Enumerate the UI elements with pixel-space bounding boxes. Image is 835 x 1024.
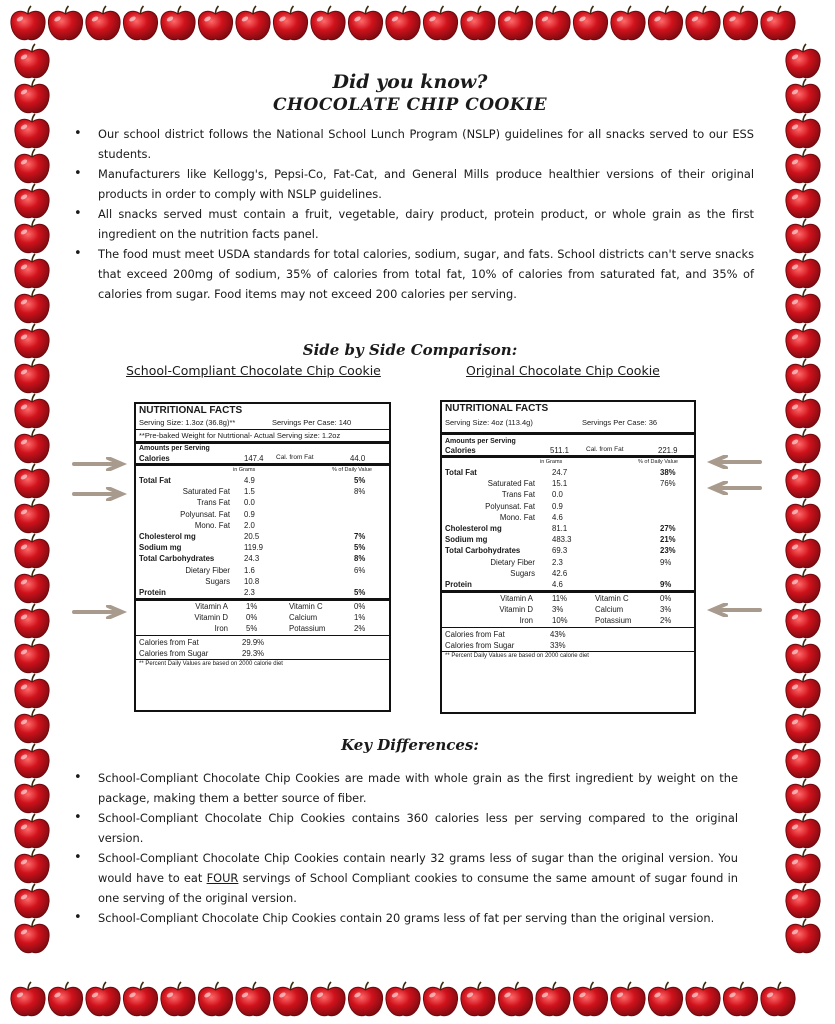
right-arrow-icon xyxy=(72,605,130,619)
vitamin-name: Vitamin D xyxy=(499,605,533,615)
nutrient-name: Total Carbohydrates xyxy=(445,546,521,556)
servings-per-case: Servings Per Case: 36 xyxy=(582,418,658,427)
nutrient-daily-value: 5% xyxy=(354,587,366,597)
apple-icon xyxy=(786,499,820,533)
nutrient-rows xyxy=(442,467,694,590)
vitamin-value: 10% xyxy=(552,616,568,626)
apple-icon xyxy=(15,919,49,953)
nutrient-row xyxy=(442,467,694,478)
vitamin-row xyxy=(442,593,694,604)
nutrient-daily-value: 38% xyxy=(660,468,676,477)
nutrient-row xyxy=(442,501,694,512)
apple-icon xyxy=(86,982,120,1016)
left-arrow-icon xyxy=(704,455,762,469)
cal-from-sugar-value: 29.3% xyxy=(242,648,265,658)
vitamin-value: 5% xyxy=(246,624,258,634)
list-item xyxy=(74,848,738,908)
calorie-percent-block xyxy=(442,627,694,651)
nutrient-grams: 4.6 xyxy=(552,512,563,522)
apple-icon xyxy=(15,499,49,533)
nutrient-row xyxy=(136,509,389,520)
nutrient-name: Saturated Fat xyxy=(182,487,230,497)
apple-icon xyxy=(461,6,495,40)
apple-icon xyxy=(786,149,820,183)
apple-icon xyxy=(161,6,195,40)
apple-icon xyxy=(648,982,682,1016)
apple-icon xyxy=(686,6,720,40)
nutrient-row xyxy=(442,579,694,590)
nutrient-grams: 81.1 xyxy=(552,523,568,533)
cal-fat-label: Cal. from Fat xyxy=(276,454,314,461)
apple-icon xyxy=(15,359,49,393)
label-footnote: ** Percent Daily Values are based on 2000 calorie diet xyxy=(136,659,389,668)
apple-icon xyxy=(48,6,82,40)
nutrient-row xyxy=(136,497,389,508)
nutrient-grams: 20.5 xyxy=(244,531,260,541)
apple-icon xyxy=(198,982,232,1016)
cal-from-fat-label: Calories from Fat xyxy=(445,629,505,639)
label-header: NUTRITIONAL FACTS xyxy=(139,405,243,416)
nutrient-daily-value: 23% xyxy=(660,546,676,556)
nutrient-row xyxy=(136,587,389,598)
amounts-per-serving: Amounts per Serving xyxy=(139,445,210,452)
apple-icon xyxy=(123,982,157,1016)
apple-icon xyxy=(761,6,795,40)
vitamin-name: Iron xyxy=(214,624,228,634)
nutrient-name: Protein xyxy=(445,579,472,589)
apple-icon xyxy=(15,44,49,78)
apple-icon xyxy=(573,982,607,1016)
nutrient-daily-value: 8% xyxy=(354,487,366,497)
school-nutrition-label xyxy=(134,402,391,712)
apple-icon xyxy=(786,744,820,778)
apple-icon xyxy=(786,709,820,743)
intro-bullet-list xyxy=(74,124,754,304)
list-item: • School-Compliant Chocolate Chip Cookies are made with whole grain as the first ingredient by weight on the package, making them a better source of fiber. xyxy=(74,768,738,808)
apple-icon xyxy=(761,982,795,1016)
original-nutrition-label xyxy=(440,400,696,714)
nutrient-daily-value: 21% xyxy=(660,535,676,545)
nutrient-row xyxy=(442,489,694,500)
nutrient-grams: 0.0 xyxy=(244,498,255,508)
serving-line xyxy=(442,415,694,435)
original-cookie-title: Original Chocolate Chip Cookie xyxy=(466,363,660,378)
nutrient-row xyxy=(136,531,389,542)
label-header: NUTRITIONAL FACTS xyxy=(445,403,549,414)
vitamin-row xyxy=(136,612,389,623)
serving-note: **Pre-baked Weight for Nutrtional- Actual Serving size: 1.2oz xyxy=(136,430,389,444)
apple-icon xyxy=(423,6,457,40)
nutrient-grams: 0.9 xyxy=(552,501,563,511)
apple-icon xyxy=(15,254,49,288)
apple-icon xyxy=(311,982,345,1016)
emphasis-four: FOUR xyxy=(206,871,239,885)
calories-row xyxy=(442,445,694,458)
amounts-per-serving: Amounts per Serving xyxy=(445,438,516,445)
apple-icon xyxy=(786,849,820,883)
apple-icon xyxy=(536,982,570,1016)
nutrient-grams: 24.7 xyxy=(552,468,568,477)
vitamin-name: Vitamin C xyxy=(289,602,323,612)
bullet3-start: School-Compliant Chocolate Chip Cookies contain nearly 32 grams less of sugar than the original version. You would have to eat xyxy=(98,851,738,885)
page-title: Did you know? xyxy=(332,71,488,93)
apple-icon xyxy=(15,569,49,603)
apple-icon xyxy=(723,982,757,1016)
nutrient-name: Mono. Fat xyxy=(194,520,230,530)
apple-icon xyxy=(15,149,49,183)
vitamin-row xyxy=(442,615,694,626)
vitamin-rows xyxy=(136,598,389,635)
apple-icon xyxy=(273,982,307,1016)
apple-icon xyxy=(786,44,820,78)
apple-icon xyxy=(15,79,49,113)
vitamin-value: 1% xyxy=(246,602,258,612)
nutrient-name: Dietary Fiber xyxy=(185,565,230,575)
nutrient-name: Sodium mg xyxy=(445,535,488,545)
apple-icon xyxy=(15,184,49,218)
list-item: • All snacks served must contain a fruit, vegetable, dairy product, protein product, or whole grain as the first ingredient on the nutrition facts panel. xyxy=(74,204,754,244)
vitamin-name: Vitamin D xyxy=(194,613,228,623)
apple-icon xyxy=(15,709,49,743)
nutrient-grams: 4.6 xyxy=(552,579,563,589)
apple-icon xyxy=(461,982,495,1016)
calories-value: 147.4 xyxy=(244,454,264,463)
list-item: • Manufacturers like Kellogg's, Pepsi-Co, Fat-Cat, and General Mills produce healthier versions of their original products in order to comply with NSLP guidelines. xyxy=(74,164,754,204)
nutrient-grams: 4.9 xyxy=(244,476,255,485)
vitamin-value: 0% xyxy=(354,602,366,612)
daily-value-head: % of Daily Value xyxy=(332,467,372,473)
vitamin-name: Calcium xyxy=(289,613,318,623)
vitamin-value: 11% xyxy=(552,594,568,604)
vitamin-value: 2% xyxy=(660,616,672,626)
nutrient-daily-value: 9% xyxy=(660,557,672,567)
vitamin-value: 2% xyxy=(354,624,366,634)
apple-icon xyxy=(15,814,49,848)
right-arrow-icon xyxy=(72,487,130,501)
nutrient-row xyxy=(136,542,389,553)
apple-icon xyxy=(15,219,49,253)
nutrient-name: Total Carbohydrates xyxy=(139,554,215,564)
serving-size: Serving Size: 1.3oz (36.8g)** xyxy=(139,418,236,427)
vitamin-name: Potassium xyxy=(289,624,326,634)
nutrient-daily-value: 6% xyxy=(354,565,366,575)
key-differences-heading: Key Differences: xyxy=(341,736,479,754)
apple-icon xyxy=(86,6,120,40)
right-arrow-icon xyxy=(72,457,130,471)
vitamin-value: 3% xyxy=(552,605,564,615)
left-arrow-icon xyxy=(704,481,762,495)
apple-icon xyxy=(273,6,307,40)
apple-icon xyxy=(236,982,270,1016)
calorie-percent-block xyxy=(136,635,389,659)
apple-icon xyxy=(648,6,682,40)
nutrient-name: Total Fat xyxy=(139,476,171,485)
nutrient-name: Protein xyxy=(139,587,166,597)
nutrient-row xyxy=(442,557,694,568)
nutrient-name: Sodium mg xyxy=(139,543,182,553)
apple-icon xyxy=(786,219,820,253)
apple-icon xyxy=(15,534,49,568)
nutrient-name: Cholesterol mg xyxy=(445,523,502,533)
serving-size: Serving Size: 4oz (113.4g) xyxy=(445,418,533,427)
comparison-heading: Side by Side Comparison: xyxy=(302,341,518,359)
apple-icon xyxy=(348,982,382,1016)
vitamin-value: 3% xyxy=(660,605,672,615)
nutrient-grams: 2.3 xyxy=(244,587,255,597)
cal-from-fat-label: Calories from Fat xyxy=(139,637,199,647)
nutrient-name: Trans Fat xyxy=(196,498,230,508)
nutrient-name: Mono. Fat xyxy=(499,512,535,522)
apple-icon xyxy=(786,289,820,323)
cal-fat-value: 221.9 xyxy=(658,446,678,455)
apple-icon xyxy=(786,674,820,708)
vitamin-value: 1% xyxy=(354,613,366,623)
nutrient-daily-value: 7% xyxy=(354,531,366,541)
nutrient-daily-value: 5% xyxy=(354,476,366,485)
nutrient-daily-value: 8% xyxy=(354,554,366,564)
nutrient-row xyxy=(136,565,389,576)
nutrient-grams: 69.3 xyxy=(552,546,568,556)
vitamin-row xyxy=(442,604,694,615)
key-differences-list xyxy=(74,768,738,928)
school-cookie-title: School-Compliant Chocolate Chip Cookie xyxy=(126,363,381,378)
apple-icon xyxy=(573,6,607,40)
daily-value-head: % of Daily Value xyxy=(638,459,678,465)
nutrient-name: Polyunsat. Fat xyxy=(180,509,230,519)
apple-icon xyxy=(15,604,49,638)
apple-icon xyxy=(498,6,532,40)
cal-from-fat-row xyxy=(136,637,389,648)
apple-icon xyxy=(786,534,820,568)
nutrient-daily-value: 27% xyxy=(660,523,676,533)
apple-icon xyxy=(15,429,49,463)
apple-icon xyxy=(161,982,195,1016)
apple-icon xyxy=(15,464,49,498)
apple-icon xyxy=(15,849,49,883)
column-heads xyxy=(136,466,389,475)
apple-icon xyxy=(786,639,820,673)
nutrient-grams: 0.9 xyxy=(244,509,255,519)
apple-icon xyxy=(786,569,820,603)
apple-icon xyxy=(311,6,345,40)
calories-value: 511.1 xyxy=(550,446,569,455)
apple-icon xyxy=(686,982,720,1016)
nutrient-name: Trans Fat xyxy=(501,490,535,500)
nutrient-name: Cholesterol mg xyxy=(139,531,196,541)
apple-icon xyxy=(786,394,820,428)
calories-label: Calories xyxy=(139,454,170,463)
apple-icon xyxy=(786,604,820,638)
in-grams-head: in Grams xyxy=(540,459,563,465)
nutrient-name: Polyunsat. Fat xyxy=(485,501,535,511)
vitamin-name: Calcium xyxy=(595,605,624,615)
serving-line xyxy=(136,417,389,430)
apple-icon xyxy=(15,289,49,323)
apple-icon xyxy=(786,814,820,848)
nutrient-name: Saturated Fat xyxy=(487,479,535,489)
vitamin-name: Potassium xyxy=(595,616,632,626)
apple-icon xyxy=(15,779,49,813)
apple-icon xyxy=(498,982,532,1016)
apple-icon xyxy=(15,114,49,148)
nutrient-grams: 119.9 xyxy=(244,543,263,553)
nutrient-grams: 15.1 xyxy=(552,479,568,489)
apple-icon xyxy=(386,982,420,1016)
bullet3-end: servings of School Compliant cookies to consume the same amount of sugar found in one serving of the original version. xyxy=(98,871,738,905)
apple-icon xyxy=(15,744,49,778)
apple-icon xyxy=(198,6,232,40)
vitamin-row xyxy=(136,601,389,612)
page-content xyxy=(60,70,760,304)
nutrient-name: Sugars xyxy=(510,568,535,578)
nutrient-grams: 1.6 xyxy=(244,565,255,575)
apple-icon xyxy=(786,184,820,218)
apple-icon xyxy=(15,324,49,358)
calories-label: Calories xyxy=(445,446,476,455)
cal-from-sugar-value: 33% xyxy=(550,640,566,650)
apple-icon xyxy=(236,6,270,40)
apple-icon xyxy=(15,674,49,708)
apple-icon xyxy=(536,6,570,40)
cal-from-sugar-label: Calories from Sugar xyxy=(445,640,515,650)
nutrient-row xyxy=(442,512,694,523)
nutrient-rows xyxy=(136,475,389,598)
page-subtitle: CHOCOLATE CHIP COOKIE xyxy=(272,95,548,115)
comparison-column-titles xyxy=(60,363,760,383)
nutrient-grams: 24.3 xyxy=(244,554,260,564)
nutrient-grams: 42.6 xyxy=(552,568,568,578)
vitamin-name: Vitamin A xyxy=(500,594,533,604)
left-arrow-icon xyxy=(704,603,762,617)
nutrient-grams: 10.8 xyxy=(244,576,260,586)
nutrient-grams: 1.5 xyxy=(244,487,255,497)
cal-fat-value: 44.0 xyxy=(350,454,366,463)
nutrient-name: Dietary Fiber xyxy=(490,557,535,567)
apple-icon xyxy=(123,6,157,40)
nutrient-name: Sugars xyxy=(205,576,230,586)
nutrient-row xyxy=(442,523,694,534)
apple-icon xyxy=(11,6,45,40)
apple-icon xyxy=(48,982,82,1016)
vitamin-value: 0% xyxy=(660,594,672,604)
calories-row xyxy=(136,453,389,466)
nutrient-row xyxy=(442,534,694,545)
nutrient-grams: 2.3 xyxy=(552,557,563,567)
cal-from-sugar-label: Calories from Sugar xyxy=(139,648,209,658)
list-item: • School-Compliant Chocolate Chip Cookies contains 360 calories less per serving compared to the original version. xyxy=(74,808,738,848)
nutrient-name: Total Fat xyxy=(445,468,477,477)
nutrient-grams: 483.3 xyxy=(552,535,572,545)
apple-icon xyxy=(786,254,820,288)
servings-per-case: Servings Per Case: 140 xyxy=(272,418,352,427)
nutrient-row xyxy=(442,545,694,556)
nutrient-row xyxy=(136,475,389,486)
apple-icon xyxy=(423,982,457,1016)
cal-fat-label: Cal. from Fat xyxy=(586,446,624,453)
nutrient-daily-value: 5% xyxy=(354,543,366,553)
in-grams-head: in Grams xyxy=(233,467,256,473)
apple-icon xyxy=(15,884,49,918)
column-heads xyxy=(442,458,694,467)
apple-icon xyxy=(786,919,820,953)
apple-icon xyxy=(786,884,820,918)
nutrient-row xyxy=(136,520,389,531)
apple-icon xyxy=(348,6,382,40)
nutrient-row xyxy=(136,486,389,497)
nutrient-grams: 2.0 xyxy=(244,520,255,530)
vitamin-name: Iron xyxy=(519,616,533,626)
nutrient-daily-value: 9% xyxy=(660,579,672,589)
apple-icon xyxy=(611,6,645,40)
nutrient-row xyxy=(136,576,389,587)
vitamin-name: Vitamin C xyxy=(595,594,629,604)
cal-from-sugar-row xyxy=(136,648,389,659)
list-item: • Our school district follows the National School Lunch Program (NSLP) guidelines for all snacks served to our ESS students. xyxy=(74,124,754,164)
apple-icon xyxy=(786,359,820,393)
apple-icon xyxy=(786,324,820,358)
nutrient-row xyxy=(442,568,694,579)
nutrient-grams: 0.0 xyxy=(552,490,563,500)
apple-icon xyxy=(386,6,420,40)
label-footnote: ** Percent Daily Values are based on 2000 calorie diet xyxy=(442,651,694,660)
cal-from-fat-row xyxy=(442,629,694,640)
cal-from-fat-value: 43% xyxy=(550,629,566,639)
apple-icon xyxy=(786,779,820,813)
apple-icon xyxy=(786,464,820,498)
cal-from-sugar-row xyxy=(442,640,694,651)
apple-icon xyxy=(611,982,645,1016)
nutrient-row xyxy=(442,478,694,489)
nutrient-daily-value: 76% xyxy=(660,479,676,489)
nutrient-row xyxy=(136,553,389,564)
vitamin-value: 0% xyxy=(246,613,258,623)
apple-icon xyxy=(15,394,49,428)
list-item: • School-Compliant Chocolate Chip Cookies contain 20 grams less of fat per serving than the original version. xyxy=(74,908,738,928)
vitamin-row xyxy=(136,623,389,634)
list-item: • The food must meet USDA standards for total calories, sodium, sugar, and fats. School districts can't serve snacks that exceed 200mg of sodium, 35% of calories from total fat, 10% of calories from saturated fat, and 35% of calories from sugar. Food items may not exceed 200 calories per serving. xyxy=(74,244,754,304)
apple-icon xyxy=(786,429,820,463)
apple-icon xyxy=(786,79,820,113)
vitamin-name: Vitamin A xyxy=(195,602,228,612)
apple-icon xyxy=(11,982,45,1016)
apple-icon xyxy=(15,639,49,673)
cal-from-fat-value: 29.9% xyxy=(242,637,265,647)
vitamin-rows xyxy=(442,590,694,627)
apple-icon xyxy=(786,114,820,148)
apple-icon xyxy=(723,6,757,40)
